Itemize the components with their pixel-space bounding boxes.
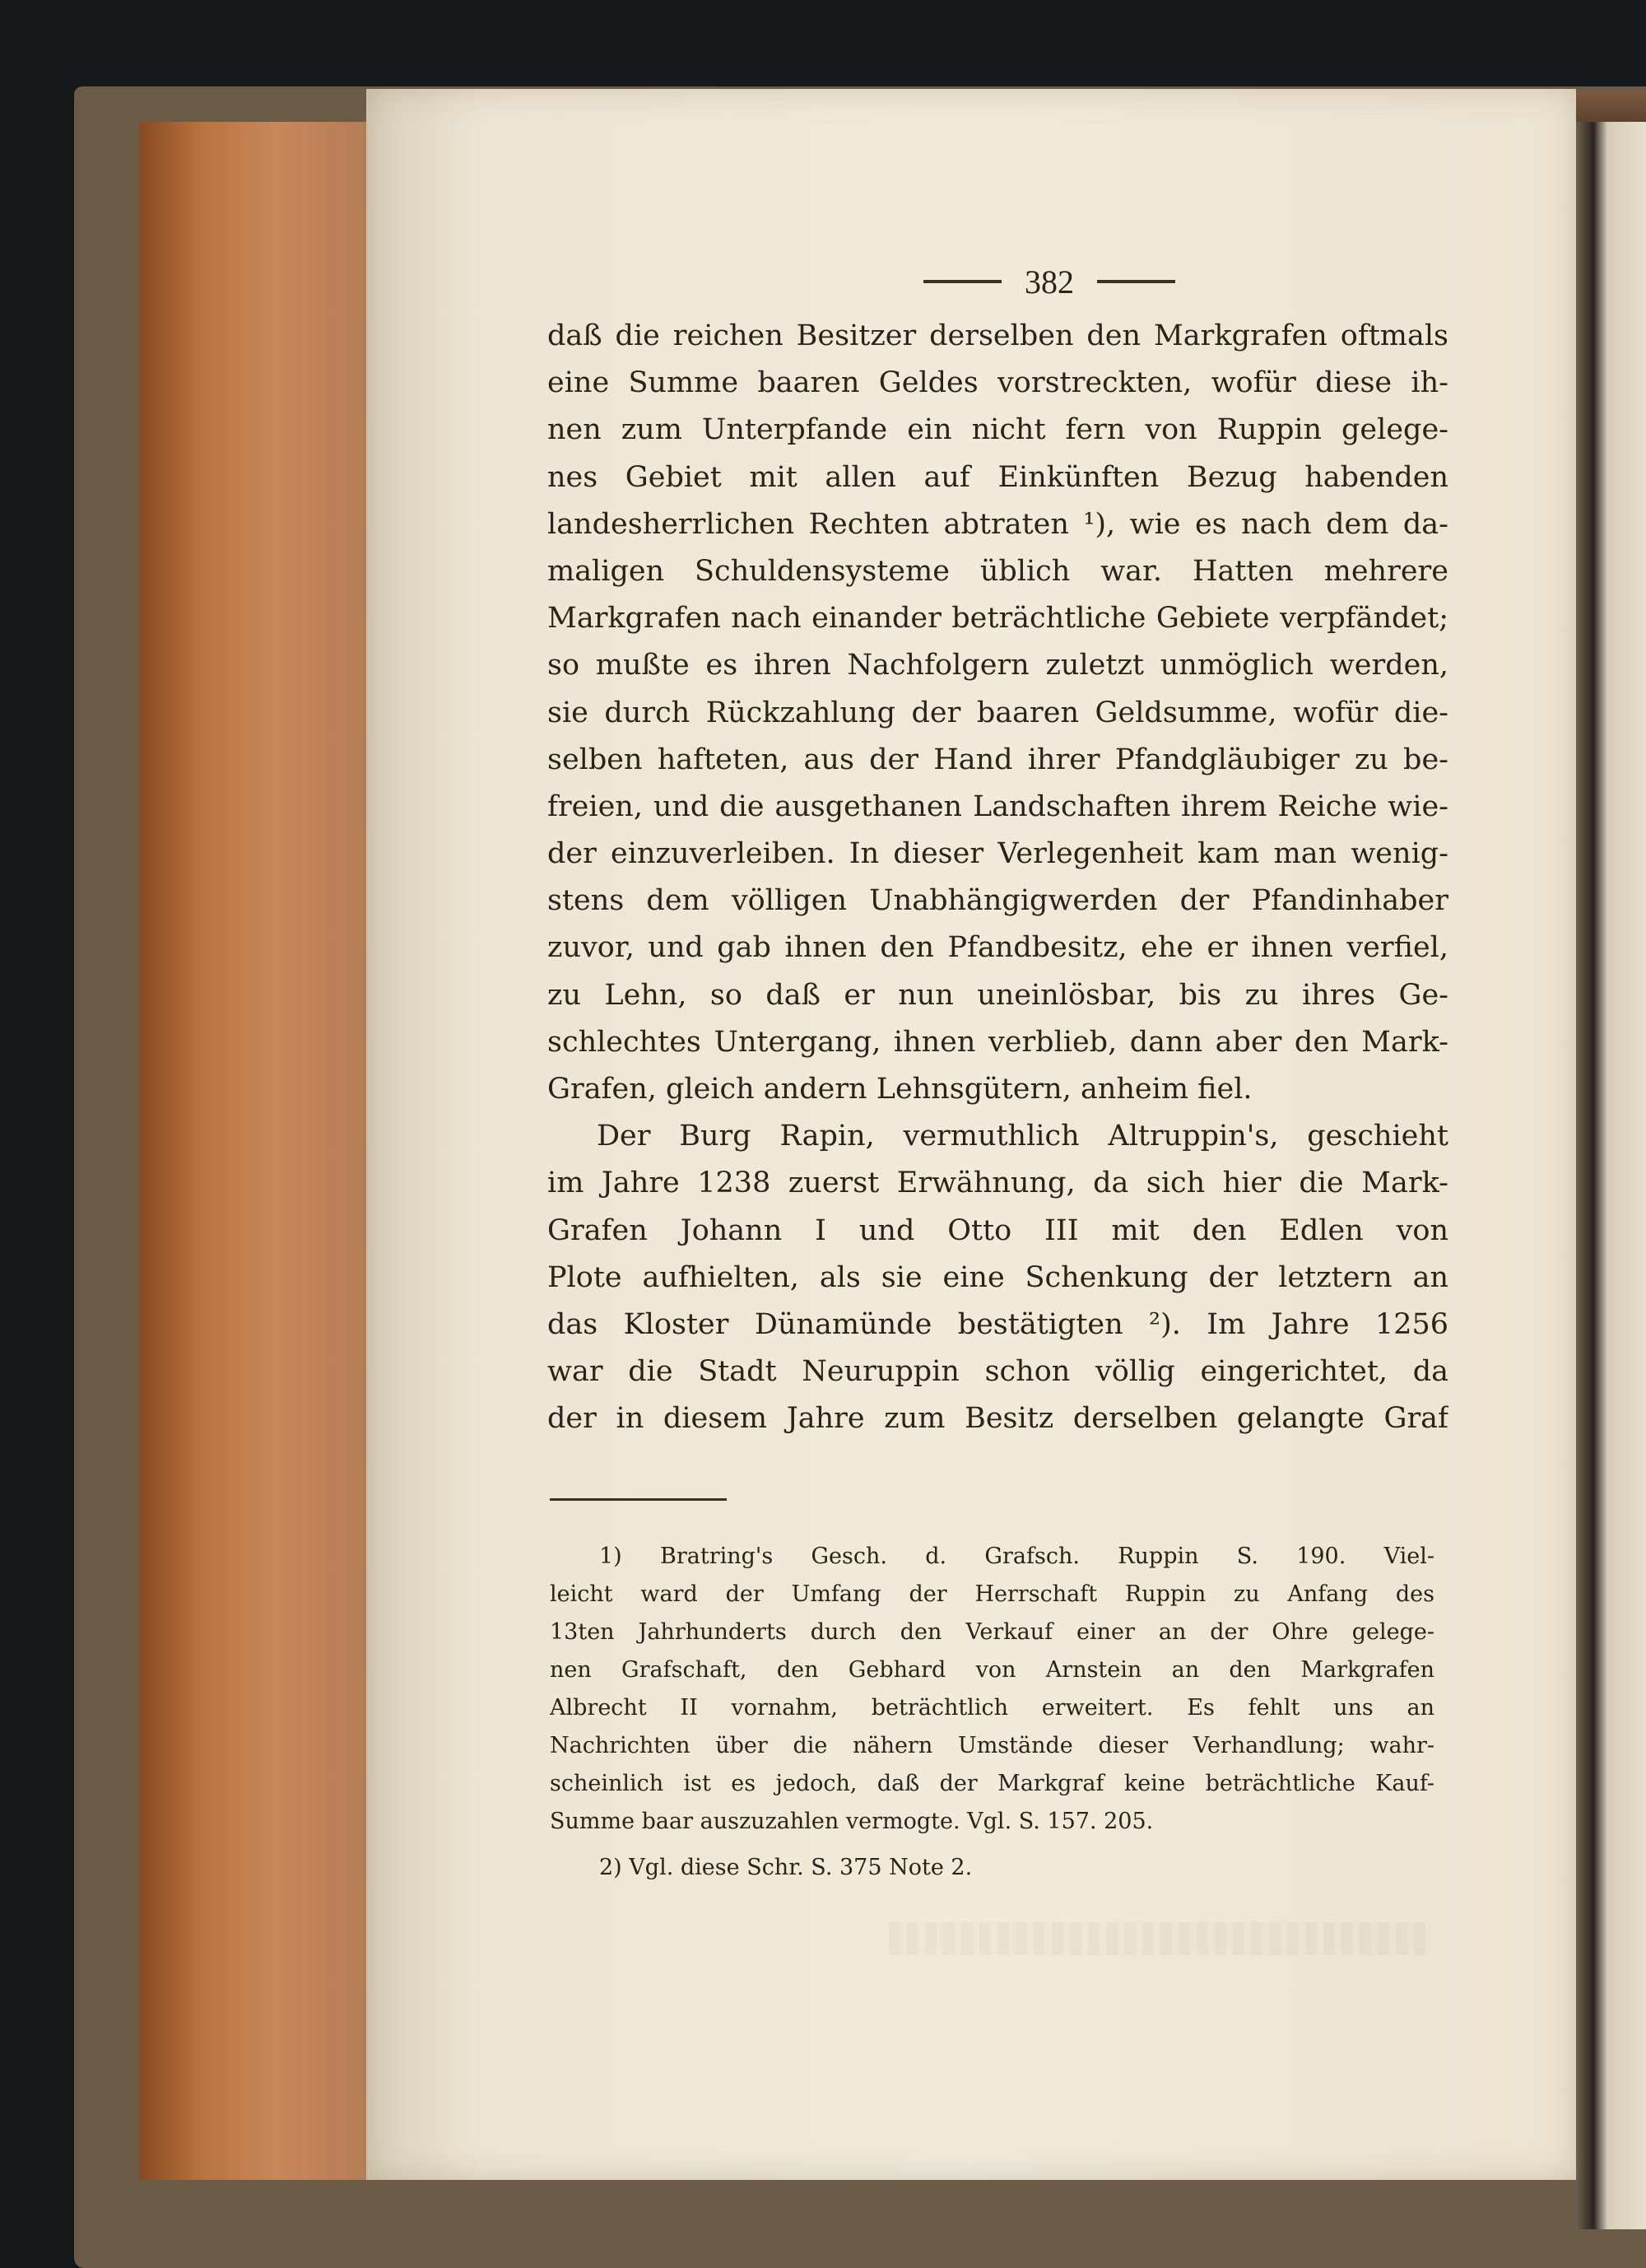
show-through-text (889, 1922, 1432, 1955)
text-line: landesherrlichen Rechten abtraten ¹), wie es nach dem da- (547, 507, 1448, 541)
footnote-line: nen Grafschaft, den Gebhard von Arnstein an den Markgrafen (550, 1657, 1434, 1683)
footnote-line: Albrecht II vornahm, beträchtlich erweitert. Es fehlt uns an (550, 1695, 1434, 1721)
text-line: daß die reichen Besitzer derselben den Markgrafen oftmals (547, 319, 1448, 352)
page-number: 382 (1025, 263, 1074, 300)
footnote-spacer (550, 1841, 1434, 1849)
text-line: Markgrafen nach einander beträchtliche Gebiete verpfändet; (547, 602, 1448, 636)
header-dash-left (923, 280, 1002, 283)
footnote-line: scheinlich ist es jedoch, daß der Markgraf keine beträchtliche Kauf- (550, 1771, 1434, 1796)
text-line: eine Summe baaren Geldes vorstreckten, wofür diese ih- (547, 366, 1448, 400)
book-gutter (1576, 122, 1646, 2229)
footnote-line: 13ten Jahrhunderts durch den Verkauf einer an der Ohre gelege- (550, 1619, 1434, 1645)
text-line: war die Stadt Neuruppin schon völlig eingerichtet, da (547, 1355, 1448, 1389)
page-header (893, 257, 1206, 306)
footnote-line: Summe baar auszuzahlen vermogte. Vgl. S. 157. 205. (550, 1809, 1154, 1834)
footnote-line: 1) Bratring's Gesch. d. Grafsch. Ruppin S. 190. Viel- (599, 1544, 1434, 1569)
text-line: Der Burg Rapin, vermuthlich Altruppin's, geschieht (597, 1120, 1448, 1153)
text-line: maligen Schuldensysteme üblich war. Hatten mehrere (547, 554, 1448, 588)
text-line: Grafen, gleich andern Lehnsgütern, anheim fiel. (547, 1073, 1253, 1106)
page-edges (140, 122, 387, 2180)
text-line: im Jahre 1238 zuerst Erwähnung, da sich hier die Mark- (547, 1167, 1448, 1200)
text-line: zuvor, und gab ihnen den Pfandbesitz, ehe er ihnen verfiel, (547, 931, 1448, 965)
text-line: sie durch Rückzahlung der baaren Geldsumme, wofür die- (547, 696, 1448, 729)
text-line: nen zum Unterpfande ein nicht fern von Ruppin gelege- (547, 413, 1448, 447)
footnote-rule (550, 1498, 727, 1501)
text-line: schlechtes Untergang, ihnen verblieb, dann aber den Mark- (547, 1025, 1448, 1059)
text-line: freien, und die ausgethanen Landschaften ihrem Reiche wie- (547, 789, 1448, 823)
text-line: der in diesem Jahre zum Besitz derselben gelangte Graf (547, 1402, 1448, 1436)
body-text (547, 313, 1448, 1443)
header-dash-right (1097, 280, 1175, 283)
text-line: nes Gebiet mit allen auf Einkünften Bezug habenden (547, 460, 1448, 494)
footnote-line: Nachrichten über die nähern Umstände dieser Verhandlung; wahr- (550, 1733, 1434, 1758)
text-line: Grafen Johann I und Otto III mit den Edlen von (547, 1213, 1448, 1247)
footnote-line: 2) Vgl. diese Schr. S. 375 Note 2. (599, 1855, 973, 1880)
text-line: selben hafteten, aus der Hand ihrer Pfandgläubiger zu be- (547, 743, 1448, 776)
footnote-line: leicht ward der Umfang der Herrschaft Ruppin zu Anfang des (550, 1581, 1434, 1607)
text-line: stens dem völligen Unabhängigwerden der Pfandinhaber (547, 884, 1448, 918)
footnotes (550, 1538, 1434, 1887)
text-line: Plote aufhielten, als sie eine Schenkung der letztern an (547, 1260, 1448, 1294)
text-line: der einzuverleiben. In dieser Verlegenheit kam man wenig- (547, 837, 1448, 871)
text-line: das Kloster Dünamünde bestätigten ²). Im Jahre 1256 (547, 1307, 1448, 1341)
text-line: so mußte es ihren Nachfolgern zuletzt unmöglich werden, (547, 649, 1448, 682)
text-line: zu Lehn, so daß er nun uneinlösbar, bis zu ihres Ge- (547, 978, 1448, 1012)
